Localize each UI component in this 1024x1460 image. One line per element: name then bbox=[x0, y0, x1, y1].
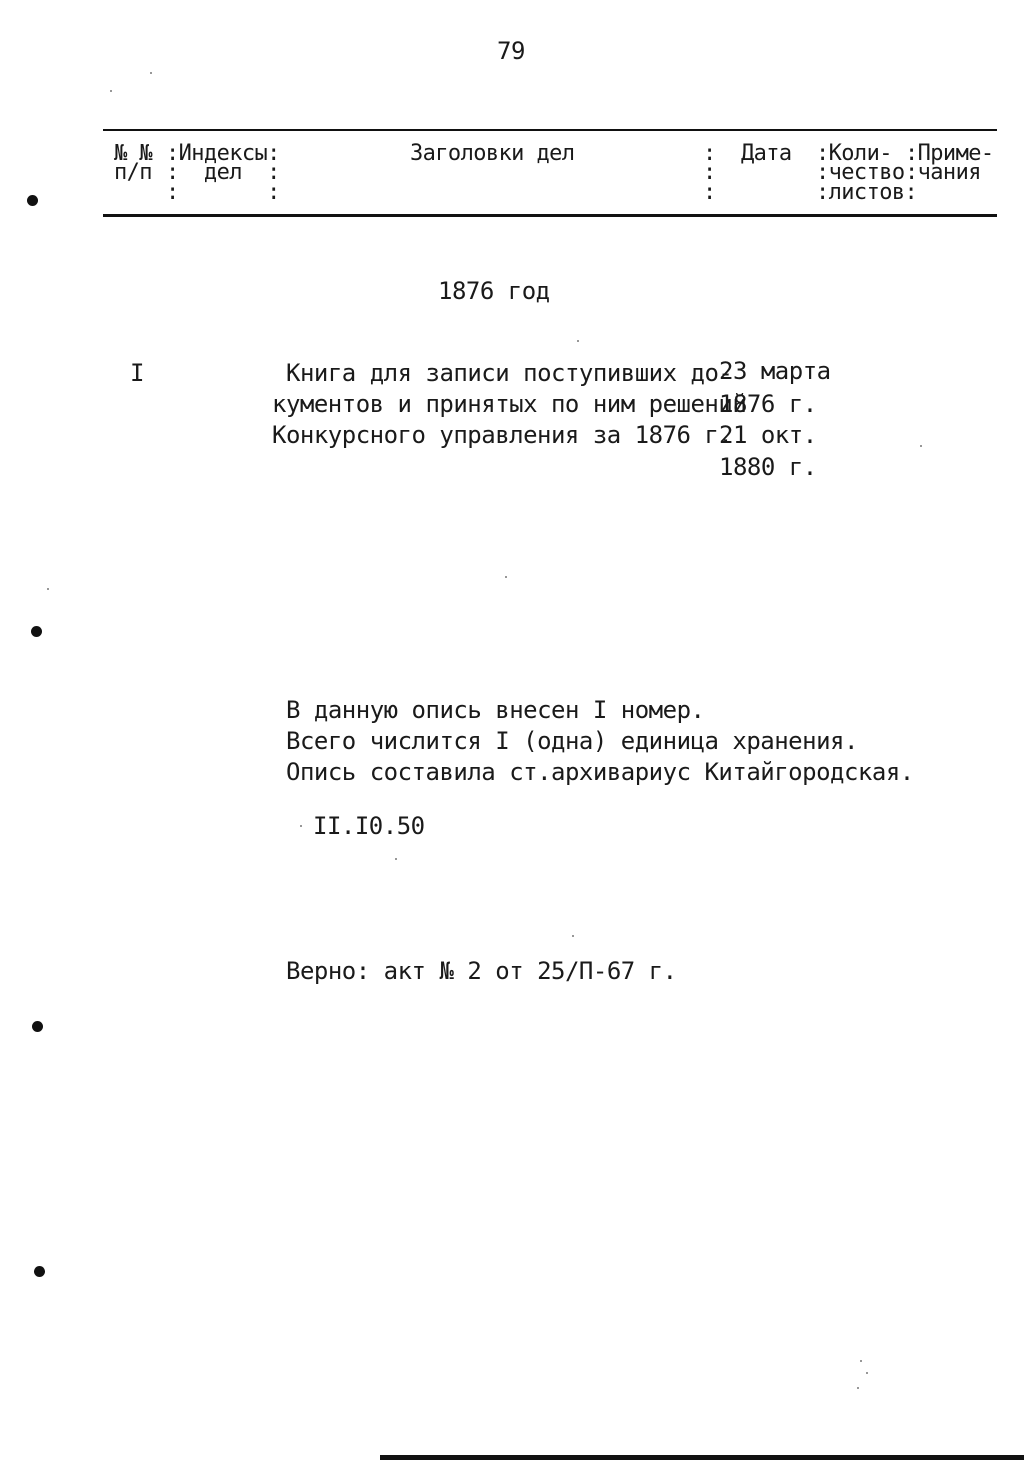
scan-speck bbox=[866, 1372, 868, 1374]
record-date-line-4: 1880 г. bbox=[719, 453, 817, 481]
header-col-number-1: № № bbox=[114, 141, 152, 166]
summary-line-3: Опись составила ст.архивариус Китайгородская. bbox=[286, 758, 914, 786]
binder-hole-1 bbox=[27, 195, 38, 206]
summary-line-2: Всего числится I (одна) единица хранения. bbox=[286, 727, 858, 755]
verification-line: Верно: акт № 2 от 25/П-67 г. bbox=[286, 957, 677, 985]
record-title-line-3: Конкурсного управления за 1876 г. bbox=[272, 421, 733, 449]
record-date-line-1: 23 марта bbox=[719, 357, 831, 385]
scan-speck bbox=[395, 858, 397, 860]
header-col-date: Дата bbox=[741, 141, 792, 166]
year-heading: 1876 год bbox=[438, 277, 550, 305]
header-col-notes-2: :чания bbox=[905, 160, 981, 185]
record-number: I bbox=[130, 359, 144, 387]
header-col-notes-1: :Приме- bbox=[905, 141, 994, 166]
binder-hole-2 bbox=[31, 626, 42, 637]
summary-line-1: В данную опись внесен I номер. bbox=[286, 696, 705, 724]
binder-hole-4 bbox=[34, 1266, 45, 1277]
scan-speck bbox=[300, 825, 302, 827]
scan-speck bbox=[857, 1387, 859, 1389]
header-col-index-2: : дел : bbox=[166, 160, 280, 185]
page-number: 79 bbox=[497, 37, 525, 65]
header-col-index-1: :Индексы: bbox=[166, 141, 280, 166]
record-title-line-2: кументов и принятых по ним решений bbox=[272, 390, 747, 418]
bottom-scan-edge bbox=[380, 1455, 1024, 1460]
scan-speck bbox=[860, 1360, 862, 1362]
record-title-line-1: Книга для записи поступивших до- bbox=[286, 359, 733, 387]
summary-date: II.I0.50 bbox=[313, 812, 425, 840]
scan-speck bbox=[572, 935, 574, 937]
header-bottom-rule bbox=[103, 214, 997, 217]
scan-speck bbox=[505, 576, 507, 578]
header-date-separator-2: : bbox=[703, 160, 716, 185]
record-date-line-3: 21 окт. bbox=[719, 421, 817, 449]
header-date-separator-1: : bbox=[703, 141, 716, 166]
binder-hole-3 bbox=[32, 1021, 43, 1032]
scan-speck bbox=[110, 90, 112, 92]
header-top-rule bbox=[103, 129, 997, 131]
scan-speck bbox=[920, 445, 922, 447]
record-date-line-2: 1876 г. bbox=[719, 390, 817, 418]
header-col-sheets-3: :листов: bbox=[816, 180, 918, 205]
header-col-sheets-2: :чество bbox=[816, 160, 905, 185]
scan-speck bbox=[577, 340, 579, 342]
scan-speck bbox=[150, 72, 152, 74]
scan-speck bbox=[47, 588, 49, 590]
header-date-separator-3: : bbox=[703, 180, 716, 205]
header-col-sheets-1: :Коли- bbox=[816, 141, 892, 166]
header-col-index-3: : : bbox=[166, 180, 280, 205]
header-col-number-2: п/п bbox=[114, 160, 152, 185]
header-col-title: Заголовки дел bbox=[410, 141, 575, 166]
